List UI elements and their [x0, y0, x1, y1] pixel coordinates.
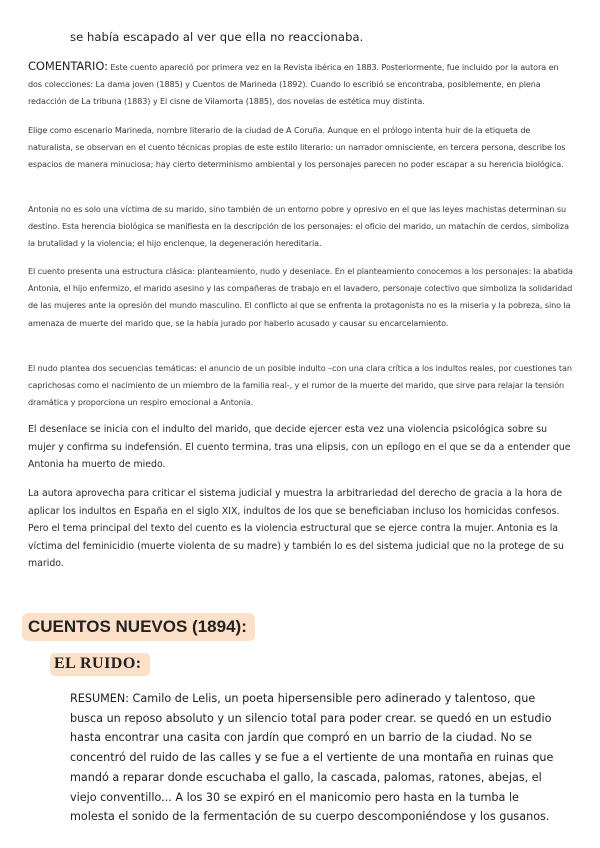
paragraph-estructura: El cuento presenta una estructura clásica: planteamiento, nudo y desenlace. En el planteamiento conocemos a los personajes: la abatida Antonia, el hijo enfermizo, el marido asesino y las compañeras de trabajo en el lavadero, personaje colectivo que simboliza la solidaridad de las mujeres ante la opresión del mundo masculino. El conflicto al que se enfrenta la protagonista no es la miseria y la pobreza, sino la amenaza de muerte del marido que, se la había jurado por haberlo acusado y causar su encarcelamiento. — [28, 266, 573, 328]
paragraph-desenlace: El desenlace se inicia con el indulto del marido, que decide ejercer esta vez una violencia psicológica sobre su mujer y confirma su indefensión. El cuento termina, tras una elipsis, con un epílogo en el que se da a entender que Antonia ha muerto de miedo. — [28, 424, 571, 470]
paragraph-victima: Antonia no es solo una víctima de su marido, sino también de un entorno pobre y opresivo en el que las leyes machistas determinan su destino. Esta herencia biológica se manifiesta en la descripción de los personajes: el oficio del marido, un matachín de cerdos, simboliza la brutalidad y la violencia; el hijo enclenque, la degeneración hereditaria. — [28, 204, 569, 249]
comentario-text: Este cuento apareció por primera vez en la Revista ibérica en 1883. Posteriormente, fue incluido por la autora en dos colecciones: La dama joven (1885) y Cuentos de Marineda (1892). Cuando lo escribió se encontraba, posiblemente, en plena redacción de La tribuna (1883) y El cisne de Vilamorta (1885), dos novelas de estética muy distinta. — [28, 62, 559, 107]
paragraph-nudo: El nudo plantea dos secuencias temáticas: el anuncio de un posible indulto –con una clara crítica a los indultos reales, por cuestiones tan caprichosas como el nacimiento de un miembro de la familia real-, y el rumor de la muerte del marido, que sirve para relajar la tensión dramática y proporciona un respiro emocional a Antonia. — [28, 363, 572, 408]
comentario-paragraph — [28, 58, 574, 111]
paragraph-escenario: Elige como escenario Marineda, nombre literario de la ciudad de A Coruña. Aunque en el prólogo intenta huir de la etiqueta de naturalista, se observan en el cuento técnicas propias de este estilo literario: un narrador omnisciente, en tercera persona, describe los espacios de manera minuciosa; hay cierto determinismo ambiental y los personajes parecen no poder escapar a su herencia biológica. — [28, 125, 566, 170]
comentario-label: COMENTARIO: — [28, 59, 108, 73]
subsection-title-el-ruido: EL RUIDO: — [50, 653, 150, 676]
resumen-paragraph: RESUMEN: Camilo de Lelis, un poeta hipersensible pero adinerado y talentoso, que busca un reposo absoluto y un silencio total para poder crear. se quedó en un estudio hasta encontrar una casita con jardín que compró en un barrio de la ciudad. No se concentró del ruido de las calles y se fue a el vertiente de una montaña en ruinas que mandó a reparar donde escuchaba el gallo, la cascada, palomas, ratones, abejas, el viejo conventillo... A los 30 se expiró en el manicomio pero hasta en la tumba le molesta el sonido de la fermentación de su cuerpo descomponiéndose y los gusanos. — [70, 692, 554, 824]
previous-page-closing-line: se había escapado al ver que ella no reaccionaba. — [70, 30, 364, 44]
section-title-cuentos-nuevos: CUENTOS NUEVOS (1894): — [22, 613, 255, 641]
paragraph-critica: La autora aprovecha para criticar el sistema judicial y muestra la arbitrariedad del derecho de gracia a la hora de aplicar los indultos en España en el siglo XIX, indultos de los que se beneficiaban incluso los homicidas confesos. Pero el tema principal del texto del cuento es la violencia estructural que se ejerce contra la mujer. Antonia es la víctima del feminicidio (muerte violenta de su madre) y también lo es del sistema judicial que no la protege de su marido. — [28, 488, 564, 569]
